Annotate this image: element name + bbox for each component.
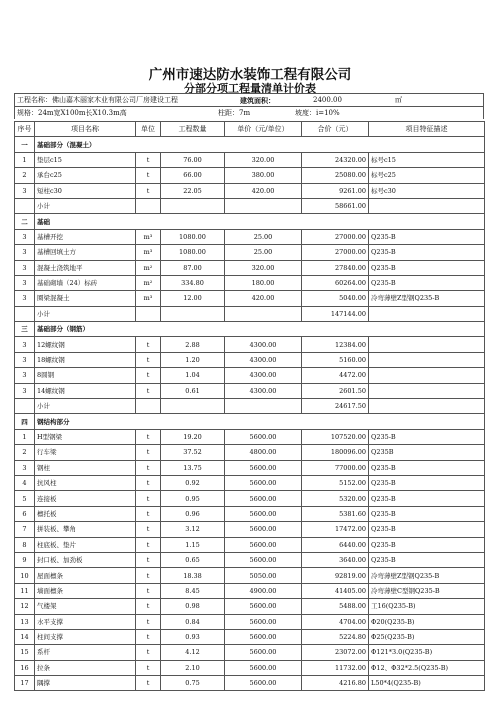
cell-name: 12螺纹钢 — [35, 337, 136, 352]
cell-unit: t — [136, 445, 161, 460]
section-row — [15, 414, 485, 429]
cell-unit: m³ — [136, 291, 161, 306]
cell-price: 5600.00 — [225, 475, 302, 490]
cell-unit: t — [136, 368, 161, 383]
cell-desc: Q235-B — [369, 260, 485, 275]
cell-name: 垫层c15 — [35, 152, 136, 167]
cell-desc — [369, 352, 485, 367]
table-row — [15, 352, 485, 367]
cell-unit: t — [136, 537, 161, 552]
table-row — [15, 568, 485, 583]
cell-unit: t — [136, 660, 161, 675]
cell-desc: Q235-B — [369, 475, 485, 490]
cell-desc: Φ12、Φ32*2.5(Q235-B) — [369, 660, 485, 675]
cell-total: 27000.00 — [302, 229, 369, 244]
cell-total: 27840.00 — [302, 260, 369, 275]
cell-qty — [161, 399, 225, 414]
cell-price: 5600.00 — [225, 645, 302, 660]
cell-total: 107520.00 — [302, 429, 369, 444]
cell-name: 柱底板、垫片 — [35, 537, 136, 552]
spec-text: 规格：24m宽X100m长X10.3m高 — [17, 109, 127, 117]
cell-no: 15 — [15, 645, 35, 660]
cell-desc: Q235-B — [369, 460, 485, 475]
cell-unit: t — [136, 337, 161, 352]
cell-qty: 37.52 — [161, 445, 225, 460]
section-number: 一 — [15, 137, 35, 152]
cell-no: 4 — [15, 475, 35, 490]
cell-desc — [369, 383, 485, 398]
cell-total: 41405.00 — [302, 583, 369, 598]
cell-no: 16 — [15, 660, 35, 675]
table-row — [15, 245, 485, 260]
cell-qty: 19.20 — [161, 429, 225, 444]
cell-qty: 2.10 — [161, 660, 225, 675]
table-row — [15, 475, 485, 490]
area-unit: ㎡ — [395, 96, 402, 104]
cell-total: 27000.00 — [302, 245, 369, 260]
cell-qty: 2.88 — [161, 337, 225, 352]
cell-desc: Φ121*3.0(Q235-B) — [369, 645, 485, 660]
cell-unit: t — [136, 152, 161, 167]
cell-desc — [369, 198, 485, 213]
cell-no: 11 — [15, 583, 35, 598]
cell-desc: Q235-B — [369, 429, 485, 444]
cell-qty: 1.20 — [161, 352, 225, 367]
cell-no — [15, 306, 35, 321]
table-row — [15, 491, 485, 506]
section-row — [15, 137, 485, 152]
cell-desc: 工16(Q235-B) — [369, 599, 485, 614]
cell-no: 3 — [15, 291, 35, 306]
cell-no: 1 — [15, 429, 35, 444]
cell-total: 147144.00 — [302, 306, 369, 321]
cell-name: 抗风柱 — [35, 475, 136, 490]
cell-no: 3 — [15, 245, 35, 260]
section-number: 四 — [15, 414, 35, 429]
cell-total: 180096.00 — [302, 445, 369, 460]
cell-no — [15, 198, 35, 213]
cell-price: 420.00 — [225, 291, 302, 306]
cell-total: 11732.00 — [302, 660, 369, 675]
cell-unit: t — [136, 599, 161, 614]
cell-total: 6440.00 — [302, 537, 369, 552]
cell-name: 18螺纹钢 — [35, 352, 136, 367]
cell-name: 钢柱 — [35, 460, 136, 475]
cell-price: 25.00 — [225, 245, 302, 260]
project-info-row — [14, 93, 484, 106]
section-row — [15, 214, 485, 229]
cell-price: 5600.00 — [225, 491, 302, 506]
cell-desc: Q235-B — [369, 506, 485, 521]
table-row — [15, 383, 485, 398]
project-label: 工程名称： — [17, 96, 52, 104]
cell-no: 3 — [15, 337, 35, 352]
cell-unit: t — [136, 183, 161, 198]
cell-no: 6 — [15, 506, 35, 521]
cell-no: 3 — [15, 352, 35, 367]
area-value: 2400.00 — [313, 96, 342, 104]
cell-name: 圈梁混凝土 — [35, 291, 136, 306]
cell-qty: 13.75 — [161, 460, 225, 475]
cell-price — [225, 198, 302, 213]
cell-qty: 0.65 — [161, 552, 225, 567]
cell-desc: Q235-B — [369, 491, 485, 506]
cell-unit: t — [136, 383, 161, 398]
cell-name: 8圆钢 — [35, 368, 136, 383]
cell-qty: 0.93 — [161, 629, 225, 644]
cell-no: 3 — [15, 229, 35, 244]
cell-desc: Q235-B — [369, 275, 485, 290]
cell-desc: Q235B — [369, 445, 485, 460]
cell-price: 320.00 — [225, 260, 302, 275]
cell-name: H型钢梁 — [35, 429, 136, 444]
table-row — [15, 522, 485, 537]
cell-price: 5600.00 — [225, 429, 302, 444]
subtotal-row — [15, 399, 485, 414]
cell-no: 10 — [15, 568, 35, 583]
cell-qty: 1080.00 — [161, 245, 225, 260]
company-title: 广州市速达防水装饰工程有限公司 — [148, 67, 352, 83]
cell-no: 14 — [15, 629, 35, 644]
cell-name: 柱间支撑 — [35, 629, 136, 644]
cell-desc: Q235-B — [369, 537, 485, 552]
cell-total: 5152.00 — [302, 475, 369, 490]
cell-price: 5600.00 — [225, 614, 302, 629]
cell-no: 2 — [15, 445, 35, 460]
cell-name: 小计 — [35, 306, 136, 321]
cell-no: 7 — [15, 522, 35, 537]
cell-unit: t — [136, 568, 161, 583]
table-row — [15, 460, 485, 475]
cell-unit: t — [136, 168, 161, 183]
cell-name: 小计 — [35, 399, 136, 414]
cell-total: 25080.00 — [302, 168, 369, 183]
cell-name: 拉条 — [35, 660, 136, 675]
cell-name: 拼装板、攀角 — [35, 522, 136, 537]
cell-total: 5040.00 — [302, 291, 369, 306]
cell-unit: t — [136, 460, 161, 475]
cell-unit: m³ — [136, 245, 161, 260]
subtotal-row — [15, 198, 485, 213]
cell-desc — [369, 399, 485, 414]
cell-total: 3640.00 — [302, 552, 369, 567]
cell-total: 4704.00 — [302, 614, 369, 629]
cell-total: 24617.50 — [302, 399, 369, 414]
area-label: 建筑面积： — [240, 96, 275, 105]
cell-price: 5600.00 — [225, 660, 302, 675]
header-qty: 工程数量 — [161, 122, 225, 137]
cell-price: 4300.00 — [225, 368, 302, 383]
cell-price: 4900.00 — [225, 583, 302, 598]
cell-name: 隅撑 — [35, 676, 136, 691]
cell-qty: 0.98 — [161, 599, 225, 614]
slope-text: 坡度：i=10% — [295, 109, 340, 117]
cell-desc: 标号c30 — [369, 183, 485, 198]
cell-desc: Φ25(Q235-B) — [369, 629, 485, 644]
cell-qty: 1.15 — [161, 537, 225, 552]
cell-qty: 3.12 — [161, 522, 225, 537]
cell-name: 连接板 — [35, 491, 136, 506]
cell-desc — [369, 337, 485, 352]
cell-total: 5488.00 — [302, 599, 369, 614]
cell-qty: 4.12 — [161, 645, 225, 660]
cell-desc: Q235-B — [369, 245, 485, 260]
table-row — [15, 645, 485, 660]
cell-price: 5600.00 — [225, 599, 302, 614]
section-title: 基础部分（混凝土） — [35, 137, 485, 152]
cell-qty: 0.92 — [161, 475, 225, 490]
table-row — [15, 275, 485, 290]
cell-total: 58661.00 — [302, 198, 369, 213]
cell-price — [225, 306, 302, 321]
table-row — [15, 629, 485, 644]
cell-total: 92819.00 — [302, 568, 369, 583]
cell-unit: t — [136, 352, 161, 367]
cell-name: 水平支撑 — [35, 614, 136, 629]
section-title: 钢结构部分 — [35, 414, 485, 429]
quote-table — [14, 121, 485, 691]
subtotal-row — [15, 306, 485, 321]
project-name: 佛山嘉木丽家木业有限公司厂房建设工程 — [52, 96, 178, 104]
cell-desc: L50*4(Q235-B) — [369, 676, 485, 691]
cell-price: 380.00 — [225, 168, 302, 183]
cell-qty: 0.95 — [161, 491, 225, 506]
cell-unit: t — [136, 614, 161, 629]
cell-unit — [136, 399, 161, 414]
cell-price: 5600.00 — [225, 676, 302, 691]
cell-price — [225, 399, 302, 414]
cell-unit — [136, 306, 161, 321]
table-row — [15, 229, 485, 244]
cell-price: 25.00 — [225, 229, 302, 244]
cell-no — [15, 399, 35, 414]
cell-desc: 冷弯薄壁C型钢Q235-B — [369, 583, 485, 598]
cell-no: 3 — [15, 275, 35, 290]
cell-qty — [161, 306, 225, 321]
cell-unit: m² — [136, 260, 161, 275]
cell-price: 5050.00 — [225, 568, 302, 583]
cell-name: 小计 — [35, 198, 136, 213]
cell-total: 5320.00 — [302, 491, 369, 506]
table-row — [15, 183, 485, 198]
cell-no: 9 — [15, 552, 35, 567]
cell-name: 行车梁 — [35, 445, 136, 460]
section-title: 基础部分（钢筋） — [35, 322, 485, 337]
cell-desc: Φ20(Q235-B) — [369, 614, 485, 629]
cell-total: 9261.00 — [302, 183, 369, 198]
cell-total: 5160.00 — [302, 352, 369, 367]
cell-total: 17472.00 — [302, 522, 369, 537]
cell-desc: 标号c15 — [369, 152, 485, 167]
cell-no: 8 — [15, 537, 35, 552]
cell-no: 5 — [15, 491, 35, 506]
column-distance: 柱距：7m — [218, 109, 251, 117]
table-row — [15, 583, 485, 598]
cell-no: 2 — [15, 168, 35, 183]
cell-unit: m³ — [136, 229, 161, 244]
cell-unit: t — [136, 552, 161, 567]
cell-name: 承台c25 — [35, 168, 136, 183]
cell-name: 封口板、加劲板 — [35, 552, 136, 567]
cell-desc: 标号c25 — [369, 168, 485, 183]
cell-qty: 1.04 — [161, 368, 225, 383]
cell-qty: 22.05 — [161, 183, 225, 198]
table-row — [15, 337, 485, 352]
cell-no: 13 — [15, 614, 35, 629]
cell-qty — [161, 198, 225, 213]
cell-price: 4300.00 — [225, 352, 302, 367]
cell-name: 屋面檩条 — [35, 568, 136, 583]
header-no: 序号 — [15, 122, 35, 137]
cell-price: 420.00 — [225, 183, 302, 198]
table-row — [15, 291, 485, 306]
cell-no: 3 — [15, 260, 35, 275]
cell-total: 5381.60 — [302, 506, 369, 521]
cell-no: 3 — [15, 460, 35, 475]
cell-qty: 0.96 — [161, 506, 225, 521]
cell-qty: 0.75 — [161, 676, 225, 691]
table-row — [15, 614, 485, 629]
cell-qty: 87.00 — [161, 260, 225, 275]
cell-name: 基槽开挖 — [35, 229, 136, 244]
cell-name: 短柱c30 — [35, 183, 136, 198]
table-row — [15, 506, 485, 521]
cell-qty: 66.00 — [161, 168, 225, 183]
cell-no: 12 — [15, 599, 35, 614]
cell-price: 180.00 — [225, 275, 302, 290]
table-row — [15, 445, 485, 460]
spec-info-row — [14, 106, 484, 119]
table-row — [15, 152, 485, 167]
cell-name: 混凝土浇筑地平 — [35, 260, 136, 275]
cell-total: 4216.80 — [302, 676, 369, 691]
cell-no: 17 — [15, 676, 35, 691]
cell-unit: t — [136, 583, 161, 598]
cell-qty: 18.38 — [161, 568, 225, 583]
cell-unit: t — [136, 629, 161, 644]
table-row — [15, 429, 485, 444]
cell-unit — [136, 198, 161, 213]
cell-price: 5600.00 — [225, 506, 302, 521]
cell-price: 5600.00 — [225, 460, 302, 475]
cell-name: 系杆 — [35, 645, 136, 660]
cell-unit: m² — [136, 275, 161, 290]
section-number: 二 — [15, 214, 35, 229]
cell-desc: Q235-B — [369, 552, 485, 567]
table-row — [15, 676, 485, 691]
cell-qty: 0.61 — [161, 383, 225, 398]
cell-unit: t — [136, 522, 161, 537]
section-title: 基础 — [35, 214, 485, 229]
header-unit: 单位 — [136, 122, 161, 137]
cell-no: 3 — [15, 368, 35, 383]
cell-total: 77000.00 — [302, 460, 369, 475]
cell-desc — [369, 306, 485, 321]
cell-qty: 1080.00 — [161, 229, 225, 244]
document-title: 分部分项工程量清单计价表 — [184, 82, 316, 95]
cell-desc: 冷弯薄壁Z型钢Q235-B — [369, 568, 485, 583]
cell-qty: 12.00 — [161, 291, 225, 306]
cell-unit: t — [136, 676, 161, 691]
cell-price: 320.00 — [225, 152, 302, 167]
table-row — [15, 368, 485, 383]
cell-total: 23072.00 — [302, 645, 369, 660]
table-row — [15, 537, 485, 552]
cell-unit: t — [136, 645, 161, 660]
header-desc: 项目特征描述 — [369, 122, 485, 137]
cell-qty: 0.84 — [161, 614, 225, 629]
cell-total: 4472.00 — [302, 368, 369, 383]
table-body — [15, 137, 485, 691]
cell-price: 4300.00 — [225, 383, 302, 398]
cell-qty: 334.80 — [161, 275, 225, 290]
cell-desc — [369, 368, 485, 383]
cell-qty: 8.45 — [161, 583, 225, 598]
header-price: 单价（元/单位） — [225, 122, 302, 137]
cell-no: 3 — [15, 183, 35, 198]
cell-no: 3 — [15, 383, 35, 398]
header-total: 合价（元） — [302, 122, 369, 137]
table-row — [15, 552, 485, 567]
cell-total: 2601.50 — [302, 383, 369, 398]
cell-total: 60264.00 — [302, 275, 369, 290]
cell-unit: t — [136, 491, 161, 506]
cell-price: 5600.00 — [225, 552, 302, 567]
cell-no: 1 — [15, 152, 35, 167]
cell-price: 5600.00 — [225, 537, 302, 552]
cell-unit: t — [136, 506, 161, 521]
cell-name: 14螺纹钢 — [35, 383, 136, 398]
cell-name: 基槽回填土方 — [35, 245, 136, 260]
table-row — [15, 260, 485, 275]
section-row — [15, 322, 485, 337]
table-header — [15, 122, 485, 137]
cell-name: 基础砌墙（24）标砖 — [35, 275, 136, 290]
cell-name: 檩托板 — [35, 506, 136, 521]
cell-unit: t — [136, 475, 161, 490]
cell-desc: 冷弯薄壁Z型钢Q235-B — [369, 291, 485, 306]
cell-price: 5600.00 — [225, 629, 302, 644]
table-row — [15, 168, 485, 183]
cell-total: 12384.00 — [302, 337, 369, 352]
cell-total: 5224.80 — [302, 629, 369, 644]
table-row — [15, 599, 485, 614]
cell-price: 5600.00 — [225, 522, 302, 537]
cell-price: 4800.00 — [225, 445, 302, 460]
section-number: 三 — [15, 322, 35, 337]
cell-total: 24320.00 — [302, 152, 369, 167]
cell-unit: t — [136, 429, 161, 444]
header-name: 项目名称 — [35, 122, 136, 137]
cell-desc: Q235-B — [369, 522, 485, 537]
cell-name: 墙面檩条 — [35, 583, 136, 598]
cell-qty: 76.00 — [161, 152, 225, 167]
cell-desc: Q235-B — [369, 229, 485, 244]
cell-price: 4300.00 — [225, 337, 302, 352]
table-row — [15, 660, 485, 675]
cell-name: 气楼架 — [35, 599, 136, 614]
